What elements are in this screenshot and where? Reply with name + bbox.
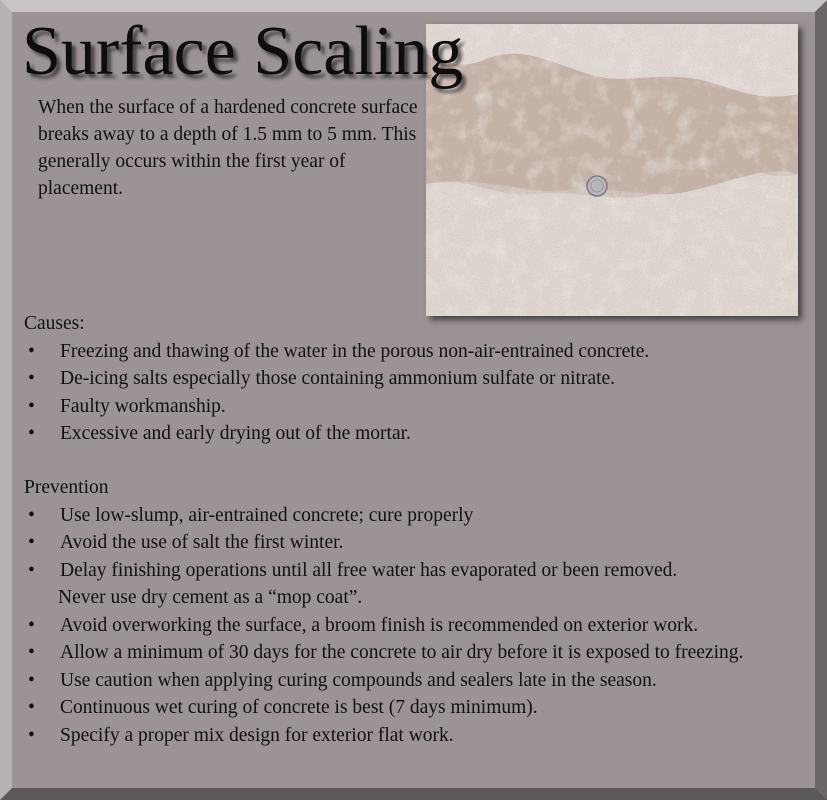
bullet-icon: • [28, 614, 35, 636]
list-item-text: De-icing salts especially those containing ammonium sulfate or nitrate. [60, 368, 616, 389]
list-item-text: Specify a proper mix design for exterior flat work. [60, 724, 454, 746]
causes-list [24, 338, 814, 448]
list-item-text: Use caution when applying curing compounds and sealers late in the season. [60, 669, 657, 691]
bullet-icon: • [28, 395, 35, 417]
bullet-icon: • [28, 532, 35, 553]
list-item-text: Allow a minimum of 30 days for the concrete to air dry before it is exposed to freezing. [60, 642, 744, 663]
list-item-text: Continuous wet curing of concrete is best (7 days minimum). [60, 697, 538, 718]
list-item [24, 694, 814, 722]
bullet-icon: • [28, 340, 35, 362]
prevention-section [24, 474, 814, 749]
list-item-text: Avoid overworking the surface, a broom finish is recommended on exterior work. [60, 614, 699, 636]
bullet-icon: • [28, 559, 35, 581]
list-item-text: Avoid the use of salt the first winter. [60, 532, 344, 553]
scaled-concrete-photo [426, 24, 798, 316]
list-item [24, 557, 814, 612]
bullet-icon: • [28, 669, 35, 691]
list-item [24, 393, 814, 421]
bullet-icon: • [28, 368, 35, 389]
causes-heading: Causes: [24, 313, 85, 334]
intro-description: When the surface of a hardened concrete surface breaks away to a depth of 1.5 mm to 5 mm. This generally occurs within the first year of placement. [38, 97, 418, 199]
causes-section [24, 310, 814, 448]
list-item [24, 639, 814, 667]
list-item [24, 420, 814, 448]
bullet-icon: • [28, 724, 35, 746]
list-item-text: Use low-slump, air-entrained concrete; cure properly [60, 504, 474, 526]
prevention-list [24, 502, 814, 750]
bullet-icon: • [28, 504, 35, 526]
list-item-text: Delay finishing operations until all free water has evaporated or been removed. [60, 559, 678, 581]
prevention-heading: Prevention [24, 477, 109, 498]
list-item [24, 365, 814, 393]
list-item [24, 612, 814, 640]
list-item-text: Faulty workmanship. [60, 395, 226, 417]
list-item [24, 722, 814, 750]
list-item-continuation: Never use dry cement as a “mop coat”. [58, 587, 363, 608]
bullet-icon: • [28, 642, 35, 663]
list-item [24, 667, 814, 695]
list-item [24, 338, 814, 366]
bullet-icon: • [28, 423, 35, 444]
list-item [24, 502, 814, 530]
bullet-icon: • [28, 697, 35, 718]
list-item [24, 529, 814, 557]
list-item-text: Freezing and thawing of the water in the porous non-air-entrained concrete. [60, 340, 650, 362]
list-item-text: Excessive and early drying out of the mortar. [60, 423, 411, 444]
slide-title: Surface Scaling [22, 13, 464, 90]
